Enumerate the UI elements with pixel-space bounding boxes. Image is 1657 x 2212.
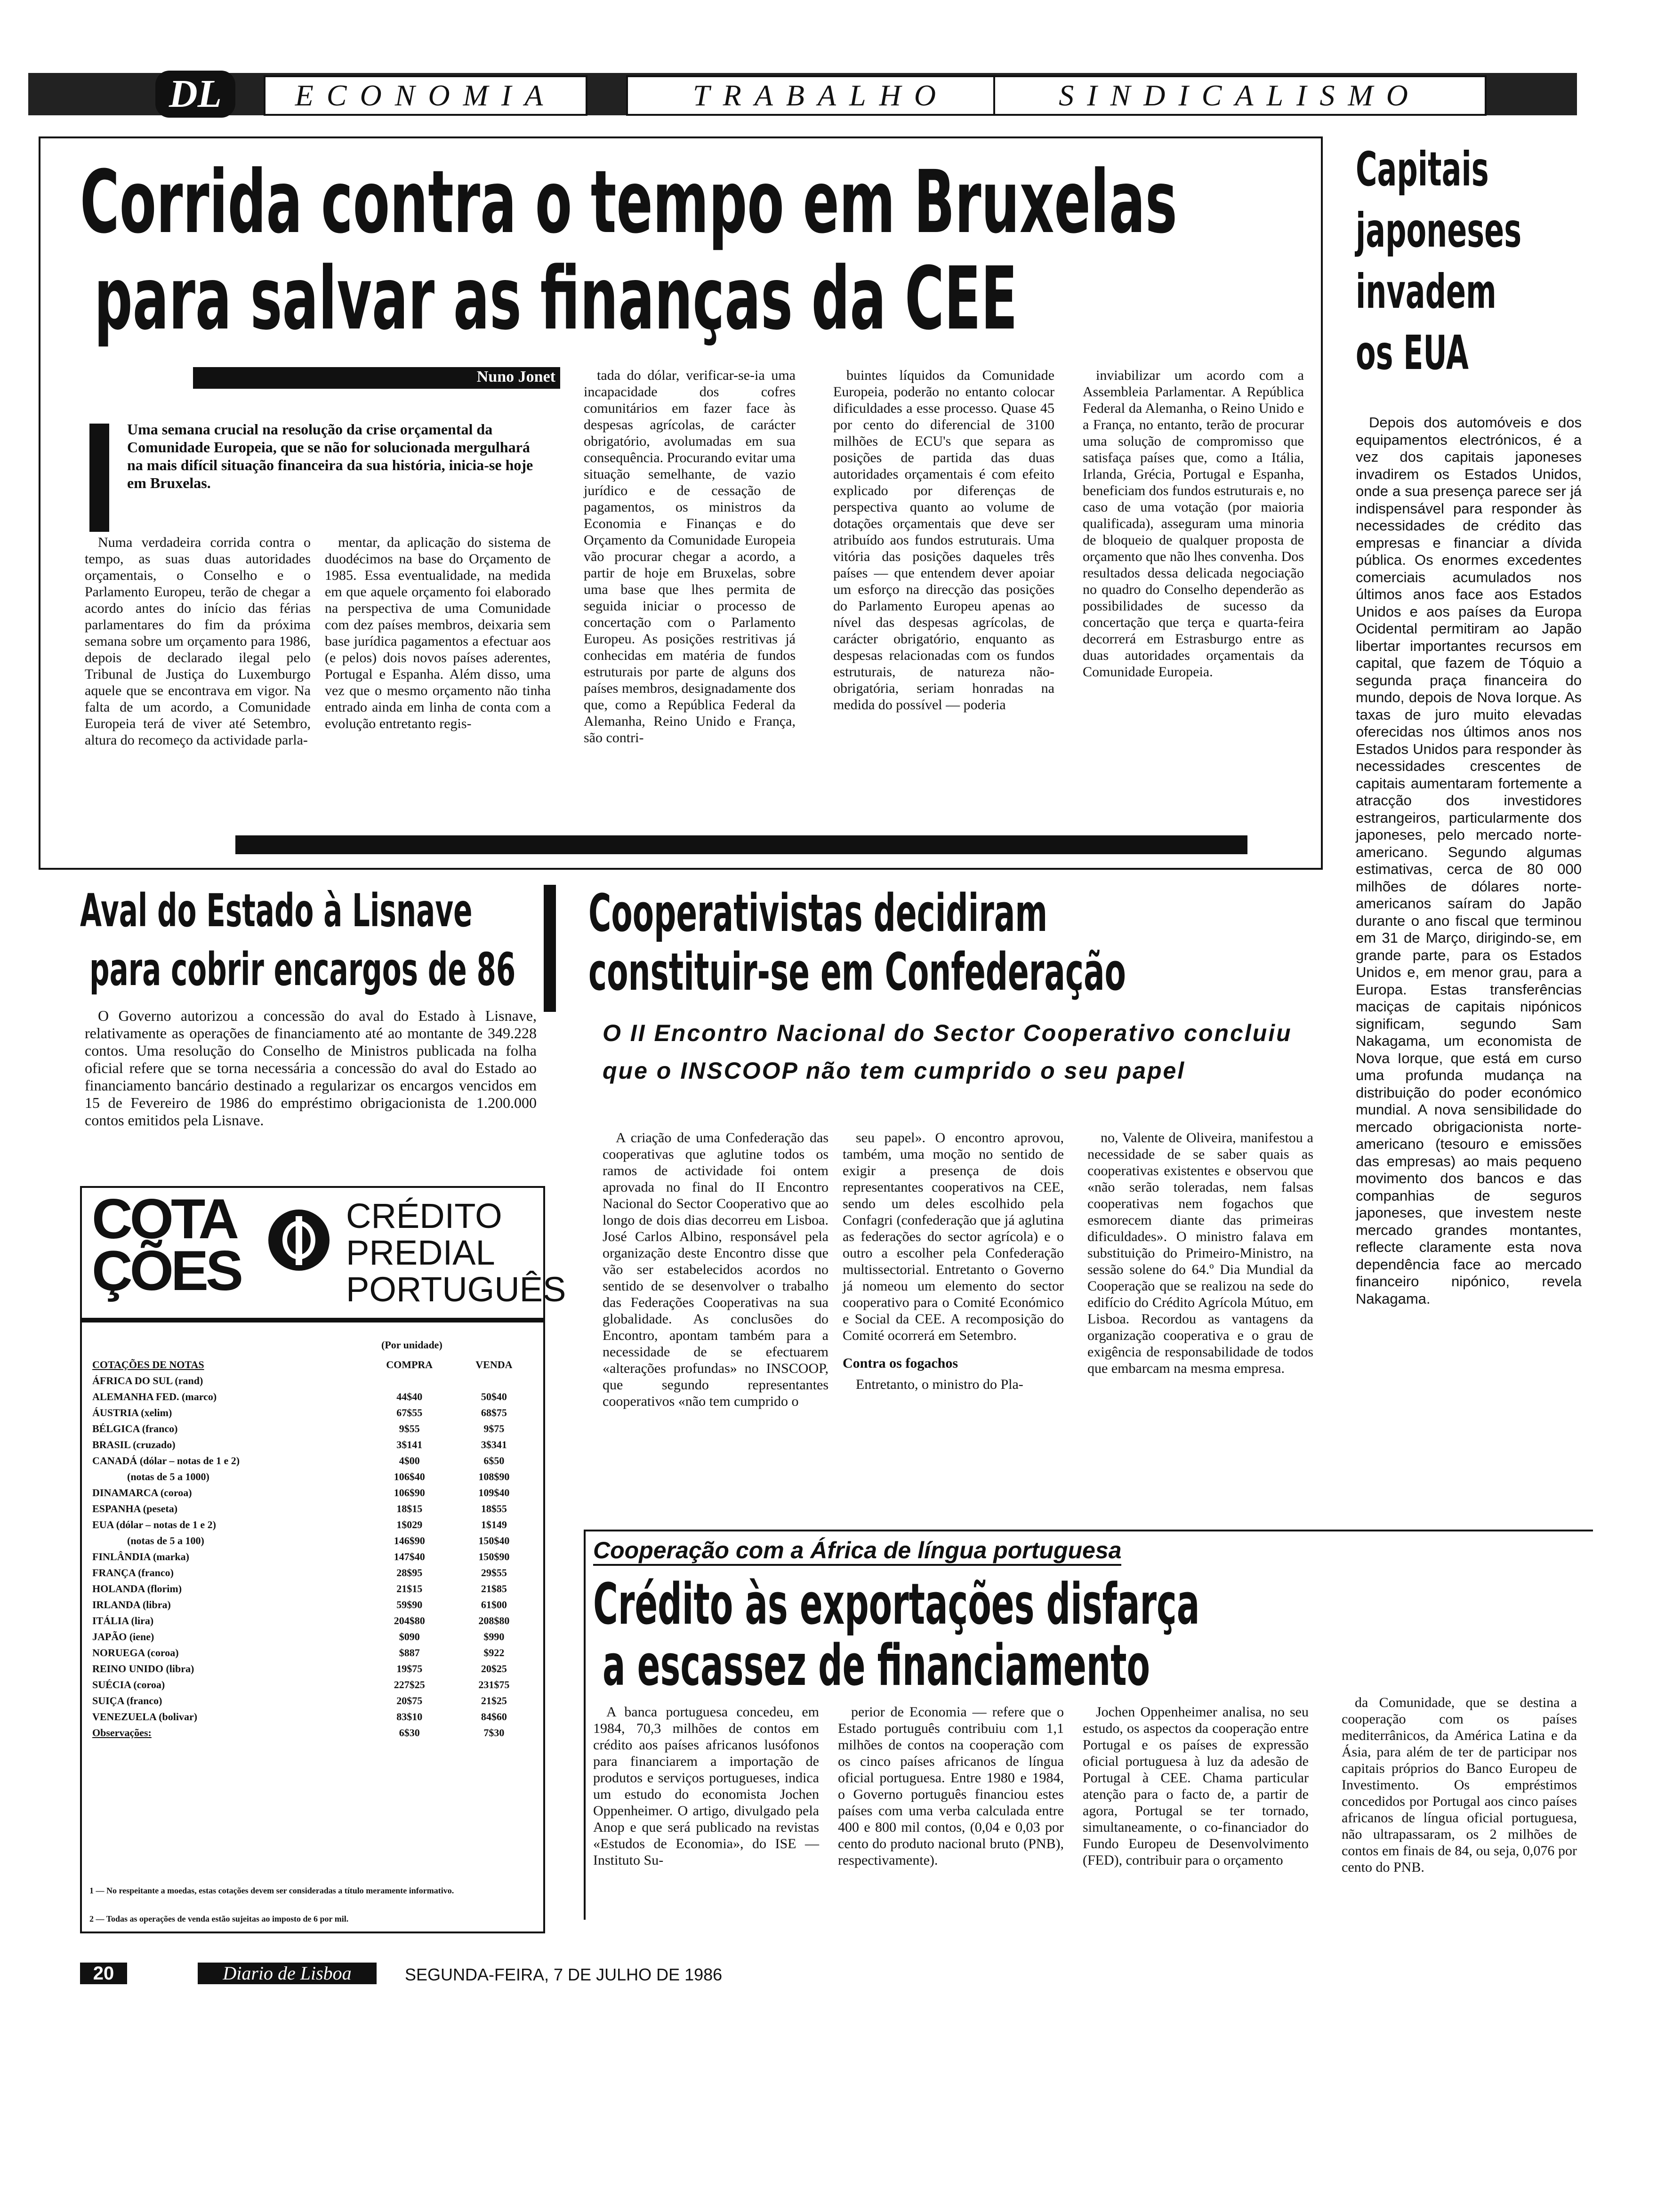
rate-row [89,1389,532,1405]
currency-name: DINAMARCA (coroa) [92,1487,192,1499]
sell-rate: 20$25 [481,1663,507,1675]
section-sindicalismo: SINDICALISMO [993,75,1487,116]
buy-rate: 146$90 [394,1535,425,1547]
credito-col-3: Jochen Oppenheimer analisa, no seu estudo, os aspectos da cooperação entre Portugal e os países de expressão oficial portuguesa à luz da adesão de Portugal à CEE. Chama particular atenção para o facto de, a partir de agora, Portugal se ter tornado, simultaneamente, o co-financiador do Fundo Europeu de Desenvolvimento (FED), contribuir para o orçamento [1083,1704,1309,1868]
buy-rate: 204$80 [394,1615,425,1627]
rate-row [89,1677,532,1693]
currency-name: HOLANDA (florim) [92,1583,182,1595]
sell-rate: 109$40 [478,1487,510,1499]
main-col-5: inviabilizar um acordo com a Assembleia Parlamentar. A República Federal da Alemanha, o Reino Unido e a França, no entanto, terão de procurar uma solução de compromisso que satisfaça países que, como a Itália, Irlanda, Grécia, Portugal e Espanha, beneficiam dos fundos estruturais e, no caso de uma votação (por maioria qualificada), asseguram uma minoria de bloqueio de qualquer proposta de orçamento que não lhes convenha. Dos resultados dessa delicada negociação no quadro do Conselho dependerão as possibilidades de sucesso da concertação que terça e quarta-feira decorrerá em Estrasburgo entre as duas autoridades orçamentais da Comunidade Europeia. [1083,368,1304,680]
coop-headline-line2: constituir-se em Confederação [588,942,1126,1002]
section-trabalho: TRABALHO [626,75,1016,116]
issue-date: SEGUNDA-FEIRA, 7 DE JULHO DE 1986 [405,1965,723,1984]
currency-name: FINLÂNDIA (marka) [92,1551,189,1563]
rate-row [89,1421,532,1437]
sell-rate: 9$75 [483,1423,505,1435]
coop-subtitle: Contra os fogachos [843,1355,958,1371]
main-headline-line2: para salvar as finanças da CEE [94,248,1018,349]
rate-row [89,1693,532,1709]
unit-header: (Por unidade) [381,1339,442,1351]
rate-row [89,1613,532,1629]
sell-rate: 21$85 [481,1583,507,1595]
currency-name: Observações: [92,1727,152,1739]
rates-table [89,1357,532,1741]
coop-col-2: seu papel». O encontro aprovou, também, uma moção no sentido de exigir a presença de dois representantes cooperativos na CEE, sendo um deles escolhido pela Confagri (confederação que já aglutina as federações do sector agrícola) e o outro a escolher pela Confederação multissectorial. Entretanto o Governo já nomeou um elemento do sector cooperativo para o Comité Económico e Social da CEE. A recomposição do Comité ocorrerá em Setembro. Contra os fogachos Entretanto, o ministro do Pla- [843,1130,1064,1392]
sell-rate: 150$40 [478,1535,510,1547]
currency-name: ESPANHA (peseta) [92,1503,178,1515]
section-economia: ECONOMIA [264,75,587,116]
main-lead: Uma semana crucial na resolução da crise orçamental da Comunidade Europeia, que se não for solucionada mergulhará na mais difícil situação financeira da sua história, inicia-se hoje em Bruxelas. [127,421,533,491]
sell-rate: 6$50 [483,1455,505,1467]
sell-rate: 3$341 [481,1439,507,1451]
buy-rate: 106$40 [394,1471,425,1483]
currency-name: ÁUSTRIA (xelim) [92,1407,172,1419]
rate-row [89,1533,532,1549]
currency-name: JAPÃO (iene) [92,1631,154,1643]
currency-name: (notas de 5 a 100) [127,1535,204,1547]
cotacoes-divider [82,1318,543,1322]
rate-row [89,1373,532,1389]
currency-name: ITÁLIA (lira) [92,1615,154,1627]
credito-col-1: A banca portuguesa concedeu, em 1984, 70,3 milhões de contos em crédito aos países africanos lusófonos para financiarem a importação de produtos e serviços portugueses, indica um estudo do economista Jochen Oppenheimer. O artigo, divulgado pela Anop e que será publicado na revistas «Estudos de Economia», do ISE — Instituto Su- [593,1704,819,1868]
column-rule [544,885,556,1012]
coop-col-1: A criação de uma Confederação das cooperativas que aglutine todos os ramos de actividade foi ontem aprovada no final do II Encontro Nacional do Sector Cooperativo que ao longo de dois dias decorreu em Lisboa. José Carlos Albino, responsável pela organização deste Encontro disse que vão ser estabelecidos acordos no sentido de se desenvolver o trabalho das Federações Cooperativas na sua globalidade. As conclusões do Encontro, apontam também para a necessidade de se efectuarem «alterações profundas» no INSCOOP, que segundo representantes cooperativos «não tem cumprido o [603,1130,828,1409]
newspaper-name: Diario de Lisboa [198,1963,377,1984]
rate-row [89,1565,532,1581]
main-col-1: Numa verdadeira corrida contra o tempo, as suas duas autoridades orçamentais, o Conselho e o Parlamento Europeu, terão de chegar a acordo antes do início das férias parlamentares do fim da próxima semana sobre um orçamento para 1986, depois de declarado ilegal pelo Tribunal de Justiça do Luxemburgo aquele que se encontrava em vigor. Na falta de um acordo, a Comunidade Europeia terá de viver até Setembro, altura do recomeço da actividade parla- [85,535,311,748]
cotacoes-title: COTA ÇÕES [92,1187,241,1302]
buy-rate: 6$30 [399,1727,420,1739]
sell-rate: 68$75 [481,1407,507,1419]
buy-rate: 59$90 [396,1599,423,1611]
sell-rate: 84$60 [481,1711,507,1723]
credito-headline-line1: Crédito às exportações disfarça [593,1572,1200,1637]
buy-rate: $090 [399,1631,420,1643]
buy-rate: 44$40 [396,1391,423,1403]
sell-rate: 150$90 [478,1551,510,1563]
bank-logo-icon [268,1210,330,1271]
lisnave-body: O Governo autorizou a concessão do aval do Estado à Lisnave, relativamente as operações de financiamento até ao montante de 349.228 contos. Uma resolução do Conselho de Ministros publicada na folha oficial refere que se torna necessária a concessão do aval do Estado ao financiamento bancário destinado a regularizar os encargos vencidos em 15 de Fevereiro de 1986 do empréstimo obrigacionista de 1.200.000 contos emitidos pela Lisnave. [85,1007,537,1129]
sell-rate: 231$75 [478,1679,510,1691]
rate-row [89,1549,532,1565]
rate-row [89,1437,532,1453]
byline: Nuno Jonet [476,368,555,385]
rate-row [89,1517,532,1533]
rates-header-row: COTAÇÕES DE NOTAS COMPRA VENDA [92,1359,513,1370]
buy-rate: 227$25 [394,1679,425,1691]
currency-name: FRANÇA (franco) [92,1567,174,1579]
sell-rate: 108$90 [478,1471,510,1483]
section-logo: DL [155,71,235,118]
lisnave-headline-line2: para cobrir encargos de 86 [89,943,516,996]
buy-rate: 1$029 [396,1519,423,1531]
rate-row [89,1709,532,1725]
buy-rate: 3$141 [396,1439,423,1451]
buy-rate: 106$90 [394,1487,425,1499]
rate-row [89,1581,532,1597]
buy-rate: 147$40 [394,1551,425,1563]
page-number: 20 [80,1963,127,1984]
sell-rate: 61$00 [481,1599,507,1611]
coop-headline-line1: Cooperativistas decidiram [588,883,1048,943]
sell-rate: $922 [483,1647,505,1659]
sidebar-headline: Capitais japoneses invadem os EUA [1356,142,1522,380]
sidebar-body: Depois dos automóveis e dos equipamentos electrónicos, é a vez dos capitais japoneses invadirem os Estados Unidos, onde a sua presença parece ser já indispensável para responder às necessidades de crédito das empresas e financiar a dívida pública. Os enormes excedentes comerciais acumulados nos últimos anos face aos Estados Unidos e aos países da Europa Ocidental permitiram ao Japão libertar importantes recursos em capital, que fazem de Tóquio a segunda praça financeira do mundo, depois de Nova Iorque. As taxas de juro muito elevadas oferecidas nos últimos anos nos Estados Unidos para responder às necessidades crescentes de capitais aumentaram fortemente a atracção dos investidores estrangeiros, particularmente dos japoneses, pelo mercado norte-americano. Segundo algumas estimativas, cerca de 80 000 milhões de dólares norte-americanos saíram do Japão durante o ano fiscal que terminou em 31 de Março, dirigindo-se, em grande parte, para os Estados Unidos e, em menor grau, para a Europa. Estas transferências maciças de capitais nipónicos significam, segundo Sam Nakagama, um economista de Nova Iorque, que está em curso uma profunda mudança na distribuição do poder económico mundial. A nova sensibilidade do mercado obrigacionista norte-americano (tesouro e emissões das empresas) ao mais pequeno movimento dos bancos e das companhias de seguros japoneses, que investem neste mercado grandes montantes, reflecte claramente esta nova dependência face ao mercado financeiro nipónico, revela Nakagama. [1356,414,1582,1307]
currency-name: IRLANDA (libra) [92,1599,171,1611]
rate-row [89,1645,532,1661]
sell-rate: 208$80 [478,1615,510,1627]
coop-subhead: O II Encontro Nacional do Sector Cooperativo concluiu que o INSCOOP não tem cumprido o seu papel [603,1020,1292,1084]
currency-name: ÁFRICA DO SUL (rand) [92,1375,203,1387]
sell-rate: $990 [483,1631,505,1643]
main-col-3: tada do dólar, verificar-se-ia uma incapacidade dos cofres comunitários em fazer face às despesas agrícolas, de carácter obrigatório, avolumadas em sua consequência. Procurando evitar uma situação semelhante, de vazio jurídico e de cessação de pagamentos, os ministros da Economia e Finanças e do Orçamento da Comunidade Europeia vão procurar chegar a acordo, a partir de hoje em Bruxelas, sobre uma base que lhes permita de seguida iniciar o processo de concertação com o Parlamento Europeu. As posições restritivas já conhecidas em matéria de fundos estruturais por parte de alguns dos países membros, designadamente dos que, como a República Federal da Alemanha, Reino Unido e França, são contri- [584,368,796,745]
credito-headline-line2: a escassez de financiamento [603,1633,1150,1699]
buy-rate [363,1373,456,1389]
buy-rate: 28$95 [396,1567,423,1579]
sell-rate: 1$149 [481,1519,507,1531]
main-col-4: buintes líquidos da Comunidade Europeia, poderão no entanto colocar dificuldades a esse processo. Quase 45 por cento do diferencial de 3100 milhões de ECU's que separa as posições de partida das duas autoridades orçamentais é com efeito explicado por diferenças de perspectiva quanto ao volume de dotações orçamentais que deve ser atribuído aos fundos estruturais. Uma vitória das posições daqueles três países — que entendem dever apoiar um esforço na direcção das posições do Parlamento Europeu apenas ao nível das despesas agrícolas, de carácter obrigatório, enquanto as despesas relacionadas com os fundos estruturais, de natureza não-obrigatória, seriam honradas na medida do possível — poderia [833,368,1054,713]
cotacoes-note-1: 1 — No respeitante a moedas, estas cotações devem ser consideradas a título meramente informativo. [89,1886,454,1895]
buy-rate: 18$15 [396,1503,423,1515]
main-col-2: mentar, da aplicação do sistema de duodécimos na base do Orçamento de 1985. Essa eventualidade, na medida em que aquele orçamento foi elaborado na perspectiva de uma Comunidade com dez países membros, deixaria sem base jurídica pagamentos a efectuar aos (e pelos) dois novos países aderentes, Portugal e Espanha. Além disso, uma vez que o mesmo orçamento não tinha entrado ainda em linha de conta com a evolução entretanto regis- [325,535,551,731]
currency-name: BRASIL (cruzado) [92,1439,176,1451]
buy-rate: 9$55 [399,1423,420,1435]
rate-row [89,1597,532,1613]
rate-row [89,1725,532,1741]
rate-row [89,1661,532,1677]
buy-rate: 4$00 [399,1455,420,1467]
coop-col-3: no, Valente de Oliveira, manifestou a necessidade de se saber quais as cooperativas existentes e observou que «não serão toleradas, nem falsas cooperativas nem fogachos que esmorecem diante das primeiras dificuldades». O ministro falava em substituição do Primeiro-Ministro, na sessão solene do 64.º Dia Mundial da Cooperação que se realizou na sede do edifício do Crédito Agrícola Mútuo, em Lisboa. Recordou as vantagens da organização cooperativa e o grau de exigência de responsabilidade de todos que embarcam na mesma empresa. [1087,1130,1313,1376]
sell-rate: 29$55 [481,1567,507,1579]
sell-rate: 50$40 [481,1391,507,1403]
currency-name: SUIÇA (franco) [92,1695,162,1707]
rate-row [89,1405,532,1421]
currency-name: BÉLGICA (franco) [92,1423,178,1435]
sell-rate: 21$25 [481,1695,507,1707]
currency-name: NORUEGA (coroa) [92,1647,179,1659]
main-headline-line1: Corrida contra o tempo em Bruxelas [80,152,1177,253]
lead-initial [89,424,109,532]
sell-rate: 18$55 [481,1503,507,1515]
currency-name: (notas de 5 a 1000) [127,1471,209,1483]
buy-rate: 19$75 [396,1663,423,1675]
buy-rate: 20$75 [396,1695,423,1707]
cotacoes-note-2: 2 — Todas as operações de venda estão sujeitas ao imposto de 6 por mil. [89,1914,349,1923]
credito-col-2: perior de Economia — refere que o Estado português contribuiu com 1,1 milhões de contos na cooperação com os cinco países africanos de língua oficial portuguesa. Entre 1980 e 1984, o Governo português financiou estes países com uma verba calculada entre 400 e 800 mil contos, (0,04 e 0,03 por cento do produto nacional bruto (PNB), respectivamente). [838,1704,1064,1868]
buy-rate: 21$15 [396,1583,423,1595]
sell-rate [456,1373,532,1389]
currency-name: REINO UNIDO (libra) [92,1663,194,1675]
bank-sponsor: CRÉDITO PREDIAL PORTUGUÊS [346,1196,566,1309]
rate-row [89,1501,532,1517]
currency-name: SUÉCIA (coroa) [92,1679,165,1691]
buy-rate: 83$10 [396,1711,423,1723]
buy-rate: 67$55 [396,1407,423,1419]
currency-name: VENEZUELA (bolivar) [92,1711,198,1723]
buy-rate: $887 [399,1647,420,1659]
rate-row [89,1469,532,1485]
rate-row [89,1453,532,1469]
sell-rate: 7$30 [483,1727,505,1739]
currency-name: EUA (dólar – notas de 1 e 2) [92,1519,216,1531]
credito-col-4: da Comunidade, que se destina a cooperação com os países mediterrânicos, da América Latina e da Ásia, para além de ter de participar nos capitais próprios do Banco Europeu de Investimento. Os empréstimos concedidos por Portugal aos cinco países africanos de língua oficial portuguesa, não ultrapassaram, os 2 milhões de contos em finais de 84, ou seja, 0,076 por cento do PNB. [1342,1695,1577,1875]
currency-name: ALEMANHA FED. (marco) [92,1391,217,1403]
currency-name: CANADÁ (dólar – notas de 1 e 2) [92,1455,240,1467]
lisnave-headline-line1: Aval do Estado à Lisnave [80,884,473,937]
rate-row [89,1629,532,1645]
credito-kicker: Cooperação com a África de língua portuguesa [593,1537,1121,1566]
rate-row [89,1485,532,1501]
main-bottom-bar [235,835,1247,854]
